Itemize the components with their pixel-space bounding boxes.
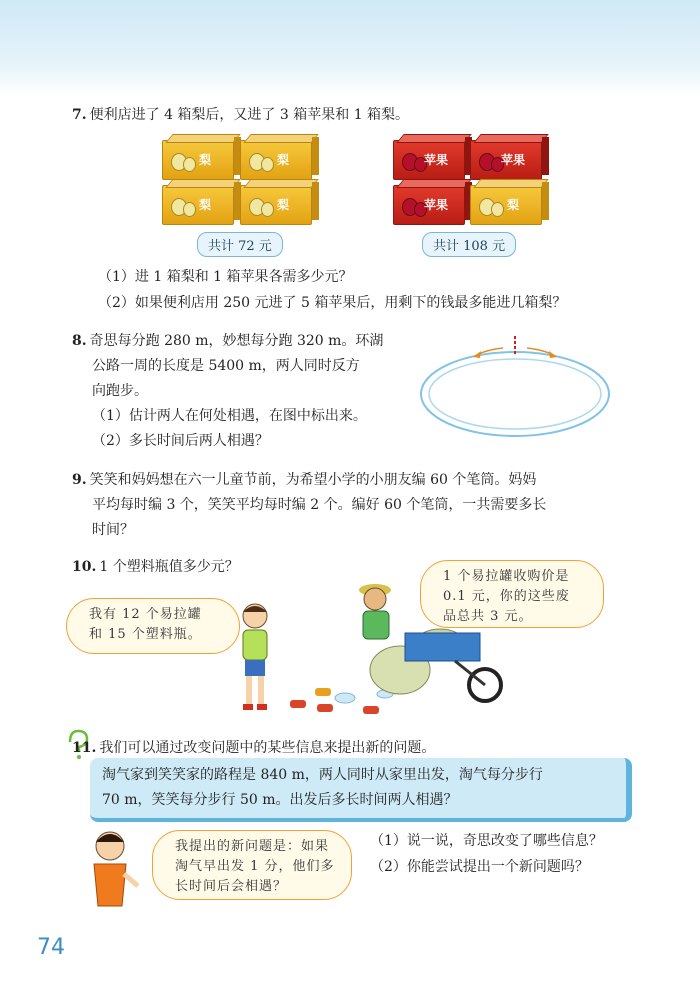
apple-box: 苹果 xyxy=(393,185,465,225)
q7-sub1: （1）进 1 箱梨和 1 箱苹果各需多少元？ xyxy=(98,269,353,285)
page-number: 74 xyxy=(37,935,65,960)
q9-line2: 平均每时编 3 个，笑笑平均每时编 2 个。编好 60 个笔筒，一共需要多长 xyxy=(92,497,547,513)
q11-sub1: （1）说一说，奇思改变了哪些信息？ xyxy=(370,833,603,849)
pear-box: 梨 xyxy=(240,185,312,225)
pear-box: 梨 xyxy=(162,185,234,225)
boy-speech-bubble: 我有 12 个易拉罐 和 15 个塑料瓶。 xyxy=(66,598,240,654)
q8-line2: 公路一周的长度是 5400 m，两人同时反方 xyxy=(92,358,360,374)
q9-line1: 9. 笑笑和妈妈想在六一儿童节前，为希望小学的小朋友编 60 个笔筒。妈妈 xyxy=(72,472,537,488)
apple-box: 苹果 xyxy=(393,140,465,180)
q7-stem: 7. 便利店进了 4 箱梨后，又进了 3 箱苹果和 1 箱梨。 xyxy=(72,107,410,123)
q11-stem: 11. 我们可以通过改变问题中的某些信息来提出新的问题。 xyxy=(72,740,436,756)
pear-total-label: 共计 72 元 xyxy=(197,232,283,257)
pear-box: 梨 xyxy=(240,140,312,180)
header-band xyxy=(0,0,700,95)
q7-sub2: （2）如果便利店用 250 元进了 5 箱苹果后，用剩下的钱最多能进几箱梨？ xyxy=(98,295,567,311)
q8-sub1: （1）估计两人在何处相遇，在图中标出来。 xyxy=(92,408,367,424)
recycler-with-tricycle xyxy=(345,575,505,715)
apple-total-label: 共计 108 元 xyxy=(422,232,516,257)
apple-box: 苹果 xyxy=(470,140,542,180)
kid-speech-bubble: 我提出的新问题是：如果 淘气早出发 1 分，他们多 长时间后会相遇？ xyxy=(152,830,352,900)
q8-line1: 8. 奇思每分跑 280 m，妙想每分跑 320 m。环湖 xyxy=(72,333,384,349)
lake-diagram xyxy=(415,330,615,440)
pear-box: 梨 xyxy=(470,185,542,225)
q11-panel-line2: 70 m，笑笑每分步行 50 m。出发后多长时间两人相遇？ xyxy=(102,792,458,808)
kid-illustration xyxy=(80,828,140,918)
q11-panel-line1: 淘气家到笑笑家的路程是 840 m，两人同时从家里出发，淘气每分步行 xyxy=(102,767,543,783)
q11-sub2: （2）你能尝试提出一个新问题吗？ xyxy=(370,859,589,875)
q10-stem: 10. 1 个塑料瓶值多少元？ xyxy=(72,559,239,575)
q8-line3: 向跑步。 xyxy=(92,383,148,399)
q9-line3: 时间？ xyxy=(92,522,134,538)
q8-sub2: （2）多长时间后两人相遇？ xyxy=(92,433,269,449)
man-speech-bubble: 1 个易拉罐收购价是 0.1 元，你的这些废 品总共 3 元。 xyxy=(420,560,604,628)
pear-box: 梨 xyxy=(162,140,234,180)
boy-illustration xyxy=(225,600,285,720)
